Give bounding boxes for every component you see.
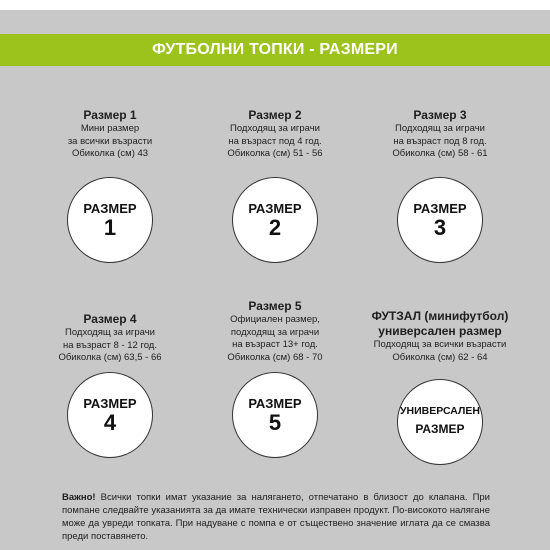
size-1-desc-1: Мини размер [80, 123, 140, 134]
size-2-ball-number: 2 [268, 214, 282, 240]
note-text: Всички топки имат указание за налягането, отпечатано в близост до клапана. При помпане следвайте указанията за да имате технически изправен продукт. По-високото налягане може да увреди топката. При надуване с помпа е от съществено значение иглата да се смазва преди поставянето. [62, 492, 490, 542]
size-1-desc-2: за всички възрасти [67, 135, 153, 147]
page-title: ФУТБОЛНИ ТОПКИ - РАЗМЕРИ [0, 34, 550, 66]
size-4-desc-2: на възраст 8 - 12 год. [63, 339, 157, 351]
size-4-ball-label: РАЗМЕР [83, 395, 137, 411]
futsal-circumference: Обиколка (см) 62 - 64 [392, 351, 488, 363]
size-1-ball-label: РАЗМЕР [83, 200, 137, 216]
size-5-desc-1: Официален размер, [230, 314, 320, 325]
size-5-ball-icon [232, 372, 318, 458]
note-lead: Важно! [62, 492, 96, 503]
background-panel [0, 10, 550, 550]
size-5-ball-number: 5 [268, 409, 282, 435]
futsal-info [355, 309, 525, 364]
size-2-desc-2: на възраст под 4 год. [228, 135, 322, 147]
futsal-ball-icon [397, 379, 483, 465]
size-3-desc-1: Подходящ за играчи [395, 123, 485, 134]
size-2-circumference: Обиколка (см) 51 - 56 [227, 148, 323, 159]
size-2-info [190, 108, 360, 161]
size-2-ball-icon [232, 177, 318, 263]
size-1-ball-icon [67, 177, 153, 263]
size-3-circumference: Обиколка (см) 58 - 61 [392, 148, 488, 159]
size-3-ball-icon [397, 177, 483, 263]
futsal-ball-label: УНИВЕРСАЛЕН [400, 405, 480, 417]
futsal-title-1: ФУТЗАЛ (минифутбол) [371, 309, 509, 323]
size-3-desc-2: на възраст под 8 год. [393, 135, 487, 147]
size-4-circumference: Обиколка (см) 63,5 - 66 [58, 352, 162, 363]
size-3-info [355, 108, 525, 161]
size-1-title: Размер 1 [83, 108, 137, 122]
size-3-ball-number: 3 [433, 214, 447, 240]
size-2-desc-1: Подходящ за играчи [230, 123, 320, 134]
important-note [62, 491, 490, 543]
size-5-title: Размер 5 [248, 299, 302, 313]
size-5-desc-2: подходящ за играчи [230, 326, 320, 338]
size-5-circumference: Обиколка (см) 68 - 70 [227, 351, 323, 363]
futsal-title-2: универсален размер [378, 324, 502, 338]
size-2-title: Размер 2 [248, 108, 302, 122]
size-1-info [25, 108, 195, 161]
size-4-desc-1: Подходящ за играчи [65, 327, 155, 338]
size-4-title: Размер 4 [83, 312, 137, 326]
size-2-ball-label: РАЗМЕР [248, 200, 302, 216]
size-1-circumference: Обиколка (см) 43 [71, 148, 149, 159]
futsal-ball-label-2: РАЗМЕР [415, 422, 465, 436]
size-4-ball-number: 4 [103, 409, 117, 435]
size-5-ball-label: РАЗМЕР [248, 395, 302, 411]
size-4-ball-icon [67, 372, 153, 458]
size-3-ball-label: РАЗМЕР [413, 200, 467, 216]
size-4-info [25, 312, 195, 365]
size-1-ball-number: 1 [103, 214, 117, 240]
size-3-title: Размер 3 [413, 108, 467, 122]
size-5-info [190, 299, 360, 364]
futsal-desc-1: Подходящ за всички възрасти [373, 339, 507, 350]
size-5-desc-3: на възраст 13+ год. [232, 339, 318, 350]
